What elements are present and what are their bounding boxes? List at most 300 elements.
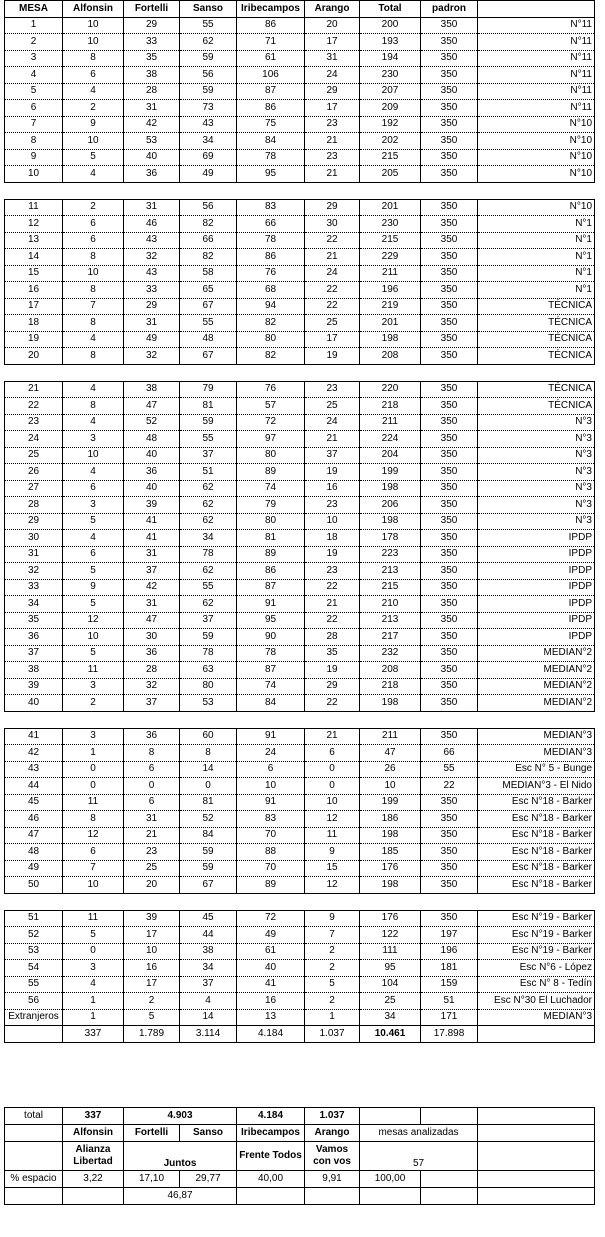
total-cell: 4.184 (237, 1026, 305, 1043)
table-cell: 22 (305, 612, 360, 629)
alfonsin-total: 337 (63, 1108, 124, 1125)
table-row (5, 976, 595, 993)
table-cell: 199 (360, 794, 421, 811)
table-cell: 65 (180, 282, 237, 299)
table-cell: 37 (124, 695, 180, 712)
table-cell: 200 (360, 17, 421, 34)
table-cell: IPDP (478, 546, 595, 563)
table-cell: 75 (237, 116, 305, 133)
table-cell: 24 (305, 265, 360, 282)
table-cell: 193 (360, 34, 421, 51)
column-header: Sanso (180, 1, 237, 18)
table-cell: N°3 (478, 414, 595, 431)
table-cell: TÉCNICA (478, 315, 595, 332)
table-cell: 8 (124, 745, 180, 762)
table-cell: Esc N°18 - Barker (478, 844, 595, 861)
table-cell: N°1 (478, 282, 595, 299)
name-fortelli: Fortelli (124, 1125, 180, 1142)
table-cell: 36 (124, 166, 180, 183)
table-row (5, 100, 595, 117)
totals-row (5, 1026, 595, 1043)
table-cell: 51 (5, 910, 63, 927)
table-cell: 62 (180, 34, 237, 51)
table-cell: 350 (421, 662, 478, 679)
table-cell: 350 (421, 794, 478, 811)
table-cell: 28 (5, 497, 63, 514)
table-cell: 36 (124, 728, 180, 745)
table-cell: N°11 (478, 17, 595, 34)
table-cell: 36 (5, 629, 63, 646)
table-cell: 36 (124, 645, 180, 662)
table-cell: 39 (124, 497, 180, 514)
table-cell: 4 (63, 331, 124, 348)
table-cell: 41 (5, 728, 63, 745)
table-row (5, 464, 595, 481)
table-cell: 6 (63, 546, 124, 563)
table-cell: N°10 (478, 133, 595, 150)
table-cell: 87 (237, 579, 305, 596)
table-cell: 74 (237, 678, 305, 695)
table-cell: 40 (237, 960, 305, 977)
table-cell: 10 (124, 943, 180, 960)
table-cell: 1 (5, 17, 63, 34)
name-arango: Arango (305, 1125, 360, 1142)
table-row (5, 249, 595, 266)
table-cell: 76 (237, 265, 305, 282)
table-cell: 6 (63, 232, 124, 249)
table-cell: 15 (305, 860, 360, 877)
table-cell: 76 (237, 381, 305, 398)
table-cell: 178 (360, 530, 421, 547)
table-cell: 197 (421, 927, 478, 944)
table-cell: 21 (305, 249, 360, 266)
table-cell: TÉCNICA (478, 398, 595, 415)
table-cell: 10 (63, 17, 124, 34)
table-cell: 4 (63, 530, 124, 547)
table-cell: 46 (5, 811, 63, 828)
table-row (5, 133, 595, 150)
table-cell: 217 (360, 629, 421, 646)
table-cell: 17 (305, 100, 360, 117)
table-cell: 51 (421, 993, 478, 1010)
table-cell: MEDIAN°3 - El Nido (478, 778, 595, 795)
table-cell: 10 (63, 629, 124, 646)
table-cell: Esc N° 8 - Tedín (478, 976, 595, 993)
table-cell: 31 (124, 546, 180, 563)
table-cell: 6 (237, 761, 305, 778)
table-cell: 33 (5, 579, 63, 596)
table-cell: N°3 (478, 447, 595, 464)
table-cell: 23 (305, 116, 360, 133)
table-cell: 47 (124, 398, 180, 415)
table-cell: 55 (5, 976, 63, 993)
table-cell: N°1 (478, 265, 595, 282)
table-cell: 2 (305, 943, 360, 960)
table-cell: 41 (237, 976, 305, 993)
table-cell: 186 (360, 811, 421, 828)
table-cell: 39 (5, 678, 63, 695)
table-cell: 0 (63, 778, 124, 795)
table-cell: 73 (180, 100, 237, 117)
table-cell: 83 (237, 811, 305, 828)
column-header: Iribecampos (237, 1, 305, 18)
table-cell: 350 (421, 447, 478, 464)
table-cell: 10 (63, 34, 124, 51)
table-cell: 229 (360, 249, 421, 266)
table-cell: N°1 (478, 232, 595, 249)
table-cell: 79 (237, 497, 305, 514)
table-cell: 7 (63, 860, 124, 877)
table-cell: 78 (180, 645, 237, 662)
table-cell: MEDIAN°3 (478, 1009, 595, 1026)
table-cell: 87 (237, 83, 305, 100)
table-cell: 13 (237, 1009, 305, 1026)
table-cell: 59 (180, 844, 237, 861)
group-spacer (5, 364, 595, 381)
table-cell: 23 (305, 563, 360, 580)
table-cell: N°11 (478, 83, 595, 100)
table-cell: MEDIAN°3 (478, 745, 595, 762)
table-row (5, 629, 595, 646)
table-cell: 24 (237, 745, 305, 762)
table-cell: 12 (305, 811, 360, 828)
table-cell: 11 (305, 827, 360, 844)
table-cell: 9 (5, 149, 63, 166)
table-cell: 21 (5, 381, 63, 398)
pct-total: 100,00 (360, 1171, 421, 1188)
table-row (5, 761, 595, 778)
table-cell: 9 (305, 910, 360, 927)
table-row (5, 745, 595, 762)
juntos-total: 4.903 (124, 1108, 237, 1125)
table-cell: 22 (305, 298, 360, 315)
table-cell: 80 (237, 331, 305, 348)
table-cell: 230 (360, 67, 421, 84)
table-cell: 111 (360, 943, 421, 960)
table-cell: 37 (180, 612, 237, 629)
table-cell: 35 (124, 50, 180, 67)
table-cell: 24 (305, 414, 360, 431)
table-cell: 95 (237, 166, 305, 183)
table-cell: 31 (305, 50, 360, 67)
table-cell: 350 (421, 629, 478, 646)
table-cell: 350 (421, 298, 478, 315)
table-cell: 0 (305, 761, 360, 778)
table-cell: 14 (180, 761, 237, 778)
table-cell: 41 (124, 530, 180, 547)
table-cell: 209 (360, 100, 421, 117)
table-cell: 176 (360, 910, 421, 927)
table-cell: 4 (63, 414, 124, 431)
pct-arango: 9,91 (305, 1171, 360, 1188)
table-cell: 43 (124, 265, 180, 282)
table-cell: 47 (360, 745, 421, 762)
table-cell: 22 (305, 282, 360, 299)
table-row (5, 811, 595, 828)
mesas-count: 57 (360, 1142, 478, 1171)
table-row (5, 298, 595, 315)
table-cell: 122 (360, 927, 421, 944)
table-cell: 36 (124, 464, 180, 481)
table-cell: 19 (305, 662, 360, 679)
table-cell: 25 (305, 398, 360, 415)
table-row (5, 877, 595, 894)
table-cell: Esc N°18 - Barker (478, 811, 595, 828)
table-cell: 196 (360, 282, 421, 299)
table-cell: 5 (63, 513, 124, 530)
table-cell: 44 (5, 778, 63, 795)
table-cell: 211 (360, 265, 421, 282)
table-cell: 7 (305, 927, 360, 944)
table-cell: 5 (5, 83, 63, 100)
table-cell: 350 (421, 645, 478, 662)
table-cell: 350 (421, 596, 478, 613)
table-cell: 201 (360, 315, 421, 332)
table-cell: MEDIAN°2 (478, 678, 595, 695)
table-cell: 67 (180, 877, 237, 894)
table-row (5, 993, 595, 1010)
table-cell: 219 (360, 298, 421, 315)
table-row (5, 860, 595, 877)
table-cell: 48 (5, 844, 63, 861)
table-cell: 37 (124, 563, 180, 580)
table-cell: 55 (421, 761, 478, 778)
table-cell: 56 (180, 67, 237, 84)
table-cell: 5 (63, 149, 124, 166)
table-cell: 16 (305, 480, 360, 497)
table-cell: 49 (237, 927, 305, 944)
table-cell: 78 (180, 546, 237, 563)
table-cell: 56 (5, 993, 63, 1010)
table-cell: 39 (124, 910, 180, 927)
table-row (5, 579, 595, 596)
table-cell: Esc N°30 El Luchador (478, 993, 595, 1010)
group-spacer (5, 182, 595, 199)
total-cell: 17.898 (421, 1026, 478, 1043)
table-row (5, 1009, 595, 1026)
table-cell: 34 (5, 596, 63, 613)
table-cell: 2 (305, 993, 360, 1010)
table-cell: 350 (421, 414, 478, 431)
table-cell: 21 (124, 827, 180, 844)
table-cell: 213 (360, 612, 421, 629)
table-cell: MEDIAN°2 (478, 662, 595, 679)
total-cell: 1.037 (305, 1026, 360, 1043)
table-row (5, 546, 595, 563)
table-cell: 224 (360, 431, 421, 448)
table-cell: IPDP (478, 563, 595, 580)
party-juntos: Juntos (124, 1142, 237, 1171)
column-header: padron (421, 1, 478, 18)
table-cell: 55 (180, 579, 237, 596)
table-cell: 72 (237, 910, 305, 927)
table-cell: 12 (305, 877, 360, 894)
table-row (5, 480, 595, 497)
table-cell: 59 (180, 629, 237, 646)
table-cell: 30 (124, 629, 180, 646)
table-cell: 21 (305, 166, 360, 183)
table-cell: 24 (305, 67, 360, 84)
total-cell: 337 (63, 1026, 124, 1043)
table-cell: 23 (305, 381, 360, 398)
table-cell: 4 (63, 166, 124, 183)
table-cell: 53 (180, 695, 237, 712)
table-cell: 55 (180, 431, 237, 448)
table-cell: 49 (5, 860, 63, 877)
iribecampos-total: 4.184 (237, 1108, 305, 1125)
table-cell: 1 (63, 745, 124, 762)
table-cell: 25 (305, 315, 360, 332)
table-cell: 194 (360, 50, 421, 67)
table-row (5, 728, 595, 745)
table-cell: 66 (237, 216, 305, 233)
table-cell: 38 (124, 67, 180, 84)
table-cell: 10 (305, 513, 360, 530)
table-cell: 32 (5, 563, 63, 580)
table-cell: 159 (421, 976, 478, 993)
table-row (5, 83, 595, 100)
table-row (5, 662, 595, 679)
table-cell: 6 (63, 67, 124, 84)
table-cell: 89 (237, 877, 305, 894)
table-cell: 211 (360, 414, 421, 431)
table-cell: 11 (63, 794, 124, 811)
table-row (5, 910, 595, 927)
table-cell: N°10 (478, 149, 595, 166)
table-cell: 350 (421, 199, 478, 216)
pct-fortelli: 17,10 (124, 1171, 180, 1188)
table-cell: 8 (63, 249, 124, 266)
table-cell: 34 (360, 1009, 421, 1026)
table-cell: 29 (124, 17, 180, 34)
table-cell: 59 (180, 83, 237, 100)
table-cell: 34 (180, 530, 237, 547)
table-cell: 6 (63, 216, 124, 233)
table-cell: 350 (421, 232, 478, 249)
table-cell: IPDP (478, 629, 595, 646)
table-cell: 52 (180, 811, 237, 828)
table-cell: 48 (180, 331, 237, 348)
table-cell: 25 (124, 860, 180, 877)
table-cell: 82 (180, 249, 237, 266)
table-cell: 198 (360, 877, 421, 894)
table-cell: 81 (180, 794, 237, 811)
pct-iribecampos: 40,00 (237, 1171, 305, 1188)
table-cell: 3 (63, 960, 124, 977)
table-cell: 51 (180, 464, 237, 481)
table-cell: 81 (180, 398, 237, 415)
results-table (4, 0, 595, 1043)
table-cell: 4 (180, 993, 237, 1010)
table-cell: 2 (305, 960, 360, 977)
table-cell: 0 (63, 943, 124, 960)
table-cell: 5 (63, 645, 124, 662)
table-cell: 49 (124, 331, 180, 348)
table-cell: 53 (5, 943, 63, 960)
table-row (5, 596, 595, 613)
table-cell: 8 (5, 133, 63, 150)
table-cell: 210 (360, 596, 421, 613)
summary-total-row (5, 1108, 595, 1125)
table-cell: 58 (180, 265, 237, 282)
table-cell: 80 (237, 447, 305, 464)
arango-total: 1.037 (305, 1108, 360, 1125)
table-cell: 66 (421, 745, 478, 762)
table-row (5, 497, 595, 514)
table-cell: 53 (124, 133, 180, 150)
table-cell: 176 (360, 860, 421, 877)
table-cell: 350 (421, 348, 478, 365)
table-cell: 14 (5, 249, 63, 266)
table-cell: 19 (305, 546, 360, 563)
table-cell: 21 (305, 596, 360, 613)
table-row (5, 149, 595, 166)
table-cell: 10 (63, 877, 124, 894)
total-cell (478, 1026, 595, 1043)
table-cell: 350 (421, 149, 478, 166)
table-cell: 198 (360, 513, 421, 530)
table-cell: 24 (5, 431, 63, 448)
table-cell: 78 (237, 645, 305, 662)
table-cell: 28 (124, 662, 180, 679)
table-cell: 12 (63, 827, 124, 844)
table-cell: 8 (63, 811, 124, 828)
table-cell: 90 (237, 629, 305, 646)
table-cell: 29 (5, 513, 63, 530)
table-cell: 43 (124, 232, 180, 249)
table-row (5, 844, 595, 861)
table-row (5, 778, 595, 795)
table-cell: 198 (360, 827, 421, 844)
table-cell: 17 (5, 298, 63, 315)
table-cell: 34 (180, 133, 237, 150)
table-row (5, 695, 595, 712)
table-cell: 0 (63, 761, 124, 778)
table-cell: 199 (360, 464, 421, 481)
table-cell: 86 (237, 249, 305, 266)
table-cell: 350 (421, 133, 478, 150)
table-cell: 218 (360, 678, 421, 695)
table-cell: 350 (421, 513, 478, 530)
table-cell: N°11 (478, 34, 595, 51)
table-cell: 26 (5, 464, 63, 481)
table-cell: 44 (180, 927, 237, 944)
table-cell: 350 (421, 530, 478, 547)
table-cell: 32 (124, 249, 180, 266)
table-cell: 3 (63, 678, 124, 695)
table-cell: 8 (63, 282, 124, 299)
table-cell: N°3 (478, 480, 595, 497)
table-cell: 67 (180, 298, 237, 315)
table-cell: 22 (305, 579, 360, 596)
table-cell: 350 (421, 100, 478, 117)
table-cell: N°10 (478, 116, 595, 133)
table-cell: 40 (5, 695, 63, 712)
table-cell: 69 (180, 149, 237, 166)
table-cell: 84 (180, 827, 237, 844)
table-cell: 29 (305, 83, 360, 100)
table-row (5, 67, 595, 84)
table-row (5, 199, 595, 216)
table-cell: 6 (63, 844, 124, 861)
table-cell: 45 (180, 910, 237, 927)
table-cell: 1 (305, 1009, 360, 1026)
table-cell: 31 (124, 596, 180, 613)
table-cell: 20 (124, 877, 180, 894)
table-cell: 6 (63, 480, 124, 497)
table-cell: 215 (360, 232, 421, 249)
table-cell: 201 (360, 199, 421, 216)
